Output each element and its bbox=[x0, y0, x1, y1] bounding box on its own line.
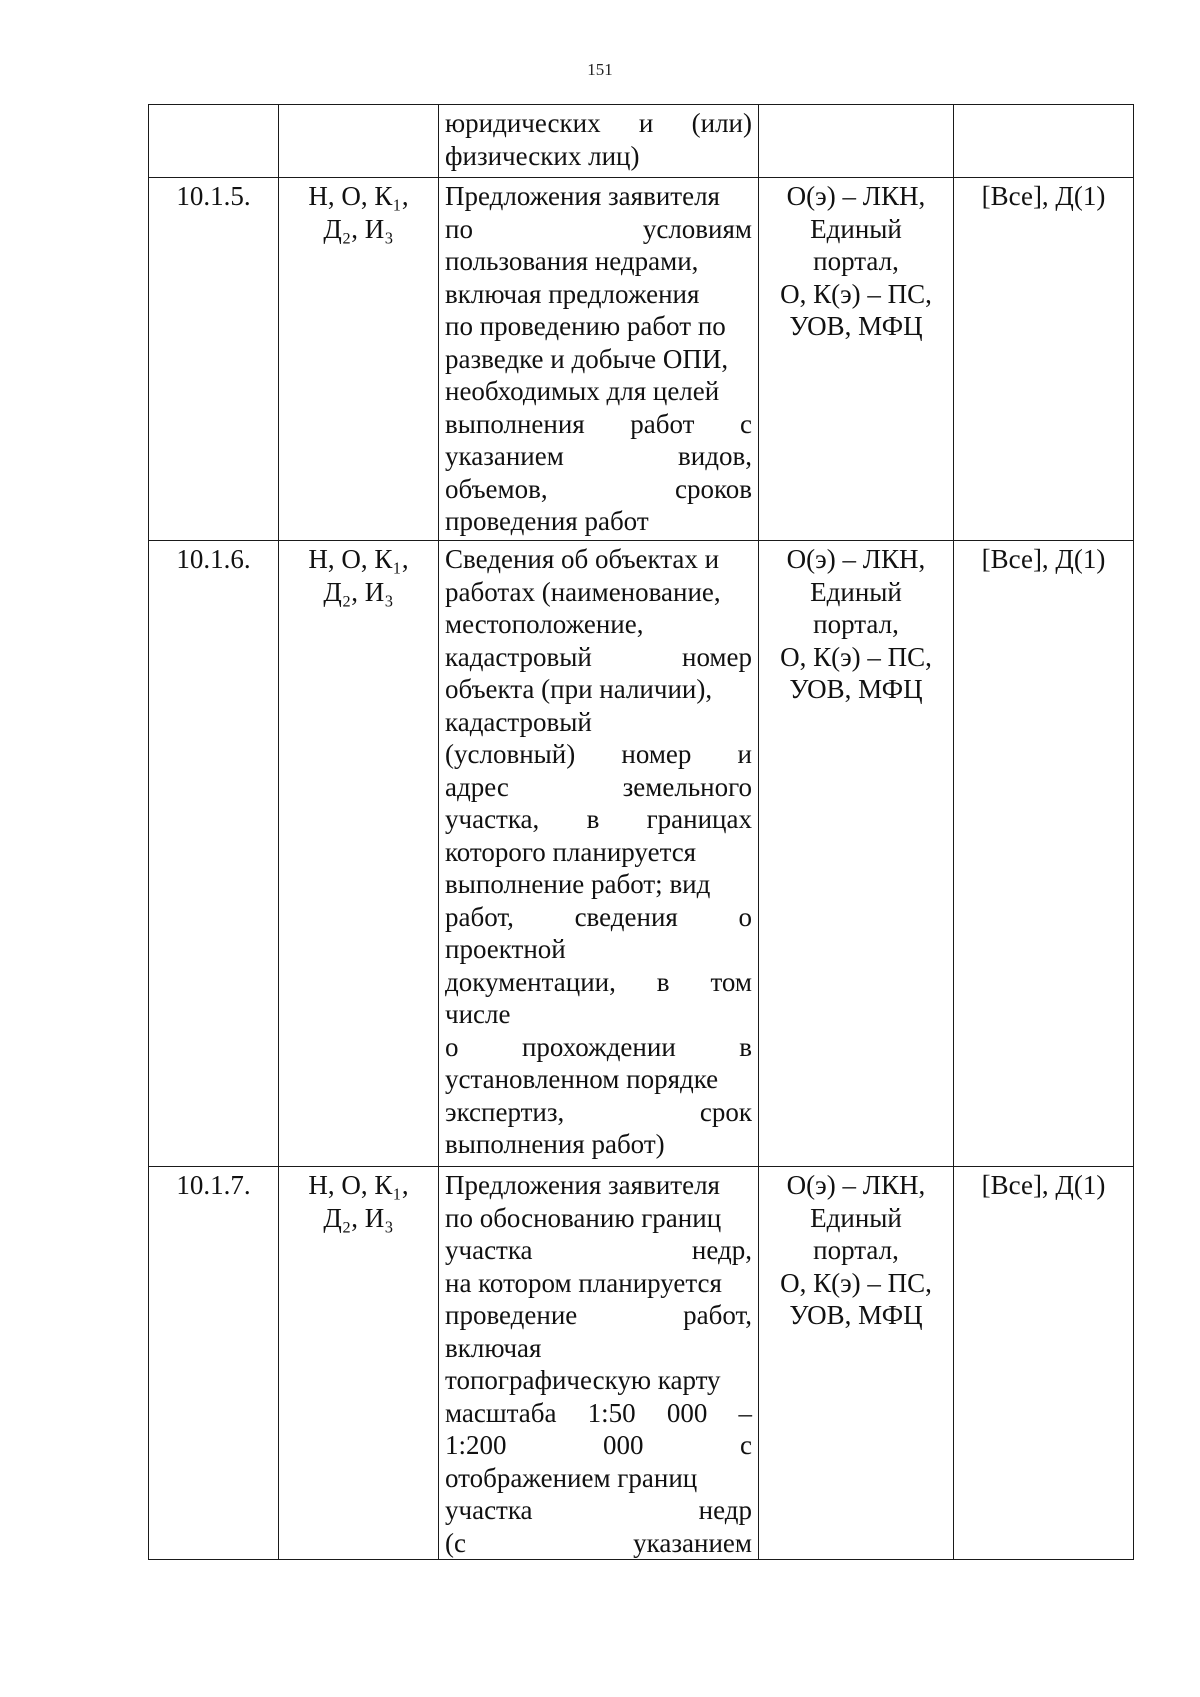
description-line: масштаба 1:50 000 – bbox=[445, 1397, 752, 1428]
description-line: физических лиц) bbox=[445, 140, 640, 171]
description-line: включая предложения bbox=[445, 278, 700, 309]
description-line: участка недр bbox=[445, 1495, 752, 1525]
source-cell bbox=[759, 105, 954, 178]
description-line: разведке и добыче ОПИ, bbox=[445, 343, 729, 374]
description-cell bbox=[439, 541, 759, 1167]
source-cell bbox=[759, 1167, 954, 1560]
codes-cell bbox=[279, 1167, 439, 1560]
applicability-cell bbox=[954, 1167, 1134, 1560]
source-cell bbox=[759, 178, 954, 541]
table-row bbox=[149, 105, 1134, 178]
description-line: Предложения заявителя bbox=[445, 181, 720, 211]
source-line: О(э) – ЛКН, bbox=[786, 1170, 926, 1200]
description-line: отображением границ bbox=[445, 1462, 698, 1493]
description-line: включая bbox=[445, 1332, 542, 1363]
description-line: числе bbox=[445, 999, 511, 1029]
description-line: по условиям bbox=[445, 213, 752, 244]
item-number-cell bbox=[149, 105, 279, 178]
source-line: О, К(э) – ПС, bbox=[780, 1267, 932, 1298]
codes-line: Д₂, И₃ bbox=[323, 1202, 394, 1233]
item-number: 10.1.5. bbox=[176, 181, 251, 211]
source-cell bbox=[759, 541, 954, 1167]
source-line: Единый bbox=[810, 576, 902, 607]
applicability-cell bbox=[954, 541, 1134, 1167]
applicability-value: [Все], Д(1) bbox=[981, 1170, 1106, 1200]
codes-line: Н, О, К₁, bbox=[308, 544, 409, 574]
codes-cell bbox=[279, 178, 439, 541]
source-line: Единый bbox=[810, 1202, 902, 1233]
description-line: Предложения заявителя bbox=[445, 1170, 720, 1200]
description-line: (условный) номер и bbox=[445, 739, 752, 769]
description-line: юридических и (или) bbox=[445, 108, 752, 138]
source-line: Единый bbox=[810, 213, 902, 244]
description-line: необходимых для целей bbox=[445, 376, 720, 406]
description-line: участка недр, bbox=[445, 1235, 752, 1265]
description-line: 1:200 000 с bbox=[445, 1430, 752, 1460]
description-line: работ, сведения о bbox=[445, 901, 752, 932]
source-line: УОВ, МФЦ bbox=[789, 1300, 923, 1330]
description-line: экспертиз, срок bbox=[445, 1096, 752, 1127]
table-row bbox=[149, 541, 1134, 1167]
applicability-value: [Все], Д(1) bbox=[981, 181, 1106, 211]
description-line: объекта (при наличии), bbox=[445, 674, 713, 704]
description-line: проведение работ, bbox=[445, 1300, 752, 1330]
description-cell bbox=[439, 1167, 759, 1560]
item-number: 10.1.6. bbox=[176, 544, 251, 574]
source-line: портал, bbox=[813, 1235, 899, 1265]
description-line: указанием видов, bbox=[445, 441, 752, 471]
codes-line: Н, О, К₁, bbox=[308, 1170, 409, 1200]
description-line: проведения работ bbox=[445, 506, 649, 536]
codes-cell bbox=[279, 541, 439, 1167]
description-line: документации, в том bbox=[445, 966, 752, 997]
item-number-cell bbox=[149, 1167, 279, 1560]
description-line: на котором планируется bbox=[445, 1267, 722, 1298]
page-number: 151 bbox=[587, 60, 613, 79]
codes-line: Д₂, И₃ bbox=[323, 213, 394, 244]
description-line: кадастровый номер bbox=[445, 641, 752, 672]
description-line: объемов, сроков bbox=[445, 473, 752, 504]
description-line: о прохождении в bbox=[445, 1031, 752, 1062]
description-line: выполнения работ с bbox=[445, 408, 752, 439]
description-line: проектной bbox=[445, 934, 566, 964]
description-line: которого планируется bbox=[445, 836, 697, 867]
description-line: местоположение, bbox=[445, 609, 644, 639]
source-line: УОВ, МФЦ bbox=[789, 674, 923, 704]
table-row bbox=[149, 178, 1134, 541]
description-line: (с указанием bbox=[445, 1527, 752, 1558]
applicability-cell bbox=[954, 178, 1134, 541]
description-line: участка, в границах bbox=[445, 804, 752, 834]
description-cell bbox=[439, 105, 759, 178]
codes-line: Д₂, И₃ bbox=[323, 576, 394, 607]
applicability-cell bbox=[954, 105, 1134, 178]
table-row bbox=[149, 1167, 1134, 1560]
description-line: Сведения об объектах и bbox=[445, 544, 720, 574]
item-number-cell bbox=[149, 178, 279, 541]
description-line: выполнение работ; вид bbox=[445, 869, 711, 899]
description-line: кадастровый bbox=[445, 706, 592, 737]
source-line: О, К(э) – ПС, bbox=[780, 278, 932, 309]
description-cell bbox=[439, 178, 759, 541]
description-line: работах (наименование, bbox=[445, 576, 721, 607]
description-line: топографическую карту bbox=[445, 1365, 721, 1395]
item-number: 10.1.7. bbox=[176, 1170, 251, 1200]
source-line: О(э) – ЛКН, bbox=[786, 181, 926, 211]
codes-cell bbox=[279, 105, 439, 178]
source-line: О(э) – ЛКН, bbox=[786, 544, 926, 574]
description-line: пользования недрами, bbox=[445, 246, 699, 276]
description-line: выполнения работ) bbox=[445, 1129, 665, 1159]
source-line: портал, bbox=[813, 246, 899, 276]
codes-line: Н, О, К₁, bbox=[308, 181, 409, 211]
description-line: по проведению работ по bbox=[445, 311, 726, 341]
requirements-table bbox=[148, 104, 1134, 1560]
description-line: адрес земельного bbox=[445, 771, 752, 802]
source-line: О, К(э) – ПС, bbox=[780, 641, 932, 672]
source-line: УОВ, МФЦ bbox=[789, 311, 923, 341]
description-line: установленном порядке bbox=[445, 1064, 719, 1094]
item-number-cell bbox=[149, 541, 279, 1167]
applicability-value: [Все], Д(1) bbox=[981, 544, 1106, 574]
description-line: по обоснованию границ bbox=[445, 1202, 722, 1233]
source-line: портал, bbox=[813, 609, 899, 639]
